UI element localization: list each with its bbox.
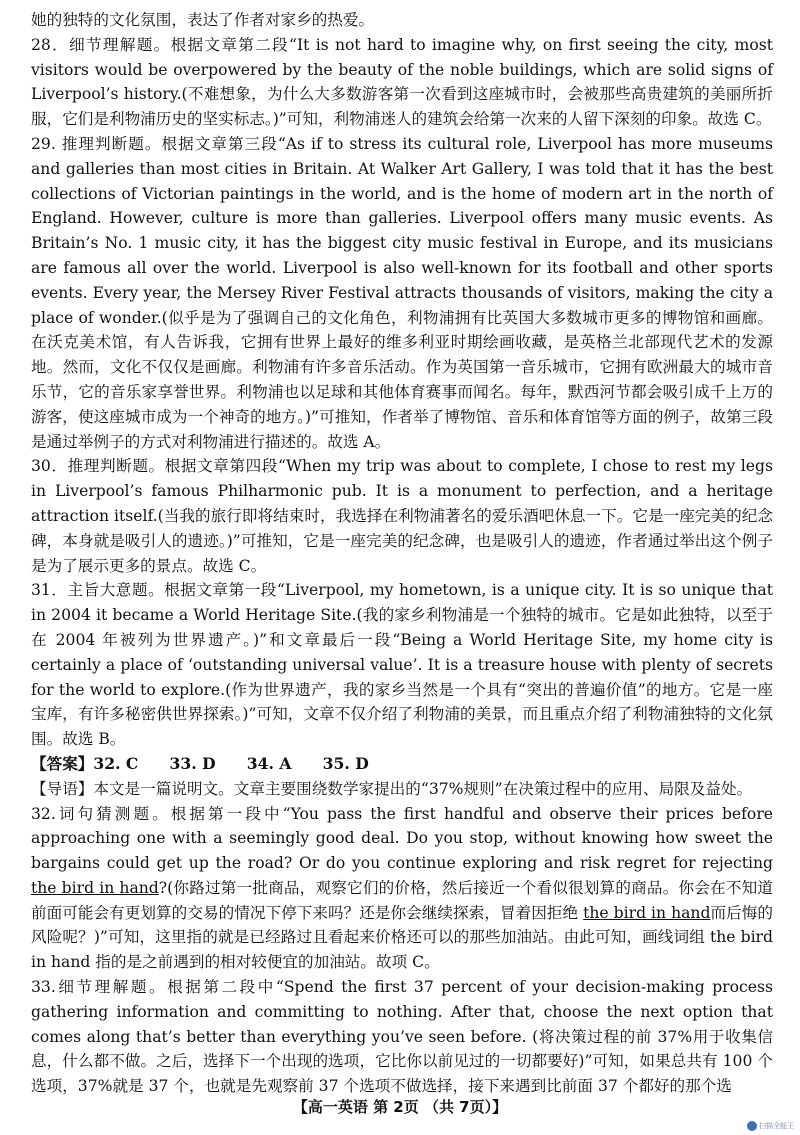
scanner-logo-icon <box>747 1121 757 1131</box>
guide-paragraph: 【导语】本文是一篇说明文。文章主要围绕数学家提出的“37%规则”在决策过程中的应用、局限及益处。 <box>31 779 753 798</box>
q32-underlined-phrase-1: the bird in hand <box>31 878 159 897</box>
paragraph-intro-end: 她的独特的文化氛围，表达了作者对家乡的热爱。 <box>31 11 375 29</box>
q32-text-2: ?(你路过第一批商品，观察它们的价格，然后接近一个看似很划算的商品。你会在不知道前面可能会有更划算的交易的情况下停下来吗？还是你会继续探索，冒着因拒绝 <box>31 878 773 922</box>
q32-text-1: 32.词句猜测题。根据第一段中“You pass the first handful and observe their prices before approaching one with a seemingly good deal. Do you stop, without knowing how sweet the bargains could get up the road? Or do you continue exploring and risk regret for rejecting <box>31 804 773 873</box>
scanner-watermark <box>747 1121 794 1131</box>
q32-text-3: 而后悔的风险呢？)”可知，这里指的就是已经路过且看起来价格还可以的那些加油站。由此可知，画线词组 the bird in hand 指的是之前遇到的相对较便宜的加油站。故项 C。 <box>31 903 773 972</box>
paragraph-q31: 31．主旨大意题。根据文章第一段“Liverpool, my hometown, is a unique city. It is so unique that in 2004 it became a World Heritage Site.(我的家乡利物浦是一个独特的城市。它是如此独特，以至于在 2004 年被列为世界遗产。)”和文章最后一段“Being a World Heritage Site, my home city is certainly a place of ‘outstanding universal value’. It is a treasure house with plenty of secrets for the world to explore.(作为世界遗产，我的家乡当然是一个具有“突出的普遍价值”的地方。它是一座宝库，有许多秘密供世界探索。)”可知，文章不仅介绍了利物浦的美景，而且重点介绍了利物浦独特的文化氛围。故选 B。 <box>31 581 773 749</box>
document-body <box>31 8 773 1099</box>
paragraph-q28: 28．细节理解题。根据文章第二段“It is not hard to imagine why, on first seeing the city, most visitors would be overpowered by the beauty of the noble buildings, which are solid signs of Liverpool’s history.(不难想象，为什么大多数游客第一次看到这座城市时，会被那些高贵建筑的美丽所折服，它们是利物浦历史的坚实标志。)”可知，利物浦迷人的建筑会给第一次来的人留下深刻的印象。故选 C。 <box>31 35 773 129</box>
answer-line: 【答案】32. C 33. D 34. A 35. D <box>31 753 369 773</box>
page-footer: 【高一英语 第 2页 （共 7页）】 <box>292 1098 508 1116</box>
q32-underlined-phrase-2: the bird in hand <box>583 903 711 922</box>
paragraph-q32 <box>31 802 773 976</box>
paragraph-q29: 29. 推理判断题。根据文章第三段“As if to stress its cultural role, Liverpool has more museums and galleries than most cities in Britain. At Walker Art Gallery, I was told that it has the best collections of Victorian paintings in the world, and is the home of modern art in the north of England. However, culture is more than galleries. Liverpool offers many music events. As Britain’s No. 1 music city, it has the biggest city music festival in Europe, and its musicians are famous all over the world. Liverpool is also well-known for its football and other sports events. Every year, the Mersey River Festival attracts thousands of visitors, making the city a place of wonder.(似乎是为了强调自己的文化角色，利物浦拥有比英国大多数城市更多的博物馆和画廊。在沃克美术馆，有人告诉我，它拥有世界上最好的维多利亚时期绘画收藏，是英格兰北部现代艺术的发源地。然而，文化不仅仅是画廊。利物浦有许多音乐活动。作为英国第一音乐城市，它拥有欧洲最大的城市音乐节，它的音乐家享誉世界。利物浦也以足球和其他体育赛事而闻名。每年，默西河节都会吸引成千上万的游客，使这座城市成为一个神奇的地方。)”可推知，作者举了博物馆、音乐和体育馆等方面的例子，故第三段是通过举例子的方式对利物浦进行描述的。故选 A。 <box>31 134 773 451</box>
watermark-label: 扫描全能王 <box>759 1122 794 1130</box>
paragraph-q33: 33.细节理解题。根据第二段中“Spend the first 37 percent of your decision-making process gathering information and committing to nothing. After that, choose the next option that comes along that’s better than everything you’ve seen before. (将决策过程的前 37%用于收集信息，什么都不做。之后，选择下一个出现的选项，它比你以前见过的一切都要好)”可知，如果总共有 100 个选项，37%就是 37 个，也就是先观察前 37 个选项不做选择，接下来遇到比前面 37 个都好的那个选 <box>31 978 773 1096</box>
paragraph-q30: 30．推理判断题。根据文章第四段“When my trip was about to complete, I chose to rest my legs in Liverpool’s famous Philharmonic pub. It is a monument to perfection, and a heritage attraction itself.(当我的旅行即将结束时，我选择在利物浦著名的爱乐酒吧休息一下。它是一座完美的纪念碑，本身就是吸引人的遗迹。)”可推知，它是一座完美的纪念碑，也是吸引人的遗迹，作者通过举出这个例子是为了展示更多的景点。故选 C。 <box>31 457 773 575</box>
